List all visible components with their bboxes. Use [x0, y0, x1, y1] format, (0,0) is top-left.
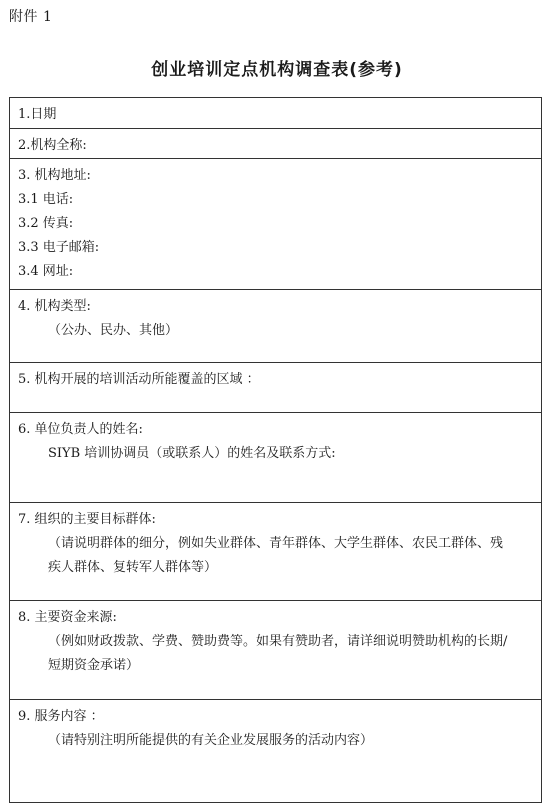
phone-label: 3.1 电话: — [18, 192, 74, 207]
row-funding[interactable] — [10, 601, 541, 700]
row-coverage[interactable] — [10, 363, 541, 413]
funding-heading: 8. 主要资金来源: — [18, 610, 117, 625]
form-title: 创业培训定点机构调查表(参考) — [151, 60, 403, 80]
leader-heading: 6. 单位负责人的姓名: — [18, 422, 143, 437]
row-target-groups[interactable] — [10, 503, 541, 601]
survey-form-table — [9, 97, 542, 803]
org-type-note: （公办、民办、其他） — [48, 323, 179, 338]
funding-note-line2: 短期资金承诺） — [48, 658, 140, 673]
row-org-type[interactable] — [10, 290, 541, 363]
date-label: 1.日期 — [18, 107, 57, 122]
fax-label: 3.2 传真: — [18, 216, 74, 231]
funding-note-line1: （例如财政拨款、学费、赞助费等。如果有赞助者，请详细说明赞助机构的长期/ — [48, 634, 508, 649]
row-address[interactable] — [10, 159, 541, 290]
address-heading: 3. 机构地址: — [18, 168, 91, 183]
website-label: 3.4 网址: — [18, 264, 74, 279]
services-note: （请特别注明所能提供的有关企业发展服务的活动内容） — [48, 733, 374, 748]
row-org-name[interactable] — [10, 129, 541, 159]
org-type-heading: 4. 机构类型: — [18, 299, 91, 314]
email-label: 3.3 电子邮箱: — [18, 240, 100, 255]
leader-note: SIYB 培训协调员（或联系人）的姓名及联系方式: — [48, 446, 336, 461]
attachment-label: 附件 1 — [9, 9, 53, 25]
target-groups-note-line1: （请说明群体的细分，例如失业群体、青年群体、大学生群体、农民工群体、残 — [48, 536, 504, 551]
row-services[interactable] — [10, 700, 541, 802]
target-groups-heading: 7. 组织的主要目标群体: — [18, 512, 156, 527]
services-heading: 9. 服务内容 ： — [18, 709, 104, 724]
target-groups-note-line2: 疾人群体、复转军人群体等） — [48, 560, 218, 575]
coverage-heading: 5. 机构开展的培训活动所能覆盖的区域 ： — [18, 372, 260, 387]
row-date[interactable] — [10, 98, 541, 129]
row-leader[interactable] — [10, 413, 541, 503]
org-name-label: 2.机构全称: — [18, 138, 87, 153]
